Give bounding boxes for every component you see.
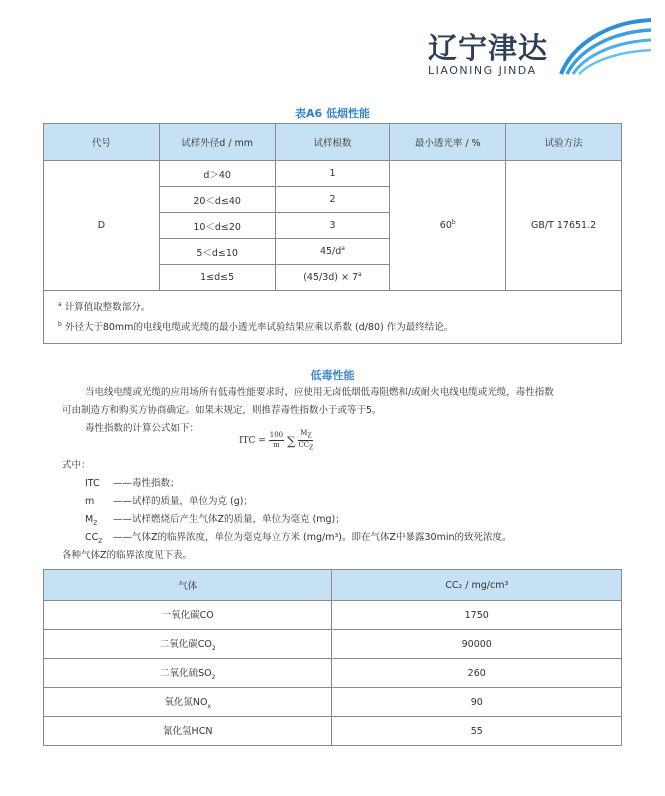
gas-table-intro: 各种气体Z的临界浓度见下表。: [62, 550, 193, 561]
count-cell: 3: [275, 213, 390, 239]
diameter-cell: 5＜d≤10: [159, 239, 275, 265]
formula-denominator: m: [273, 441, 280, 450]
count-value: (45/3d) × 7: [303, 272, 359, 284]
count-cell: 2: [275, 187, 390, 213]
gas-value-cell: 260: [332, 659, 622, 688]
gas-name-cell: 二氧化硫$SO_2$: [44, 659, 332, 688]
toxicity-title: 低毒性能: [310, 369, 355, 382]
definition-text: ——气体Z的临界浓度，单位为毫克每立方米 (mg/m³)。即在气体Z中暴露30min的致死浓度。: [113, 532, 512, 543]
gas-name-cell: 一氧化碳CO: [44, 601, 332, 630]
transmittance-note-mark: b: [451, 219, 456, 227]
logo-name-cn: 辽宁津达: [428, 31, 549, 65]
header-gas: 气体: [44, 570, 332, 601]
definition-symbol: ITC: [85, 478, 100, 489]
definition-item: [85, 511, 345, 527]
formula-numerator: 100: [269, 431, 284, 440]
gas-name-cell: 二氧化碳$CO_2$: [44, 630, 332, 659]
gas-value-cell: 90000: [332, 630, 622, 659]
definition-symbol: m: [85, 496, 95, 507]
definition-item: [85, 529, 512, 545]
note-a-text: 计算值取整数部分。: [64, 302, 151, 313]
logo-name-en: LIAONING JINDA: [428, 64, 537, 77]
table-a6-notes: [43, 289, 622, 344]
count-cell: 1: [275, 161, 390, 187]
count-note-mark: a: [341, 245, 345, 253]
header-test-method: 试验方法: [506, 124, 622, 161]
formula-frac-num: $M_Z$: [300, 429, 312, 440]
formula-coefficient: [269, 431, 284, 450]
definition-text: ——毒性指数；: [113, 478, 180, 489]
definition-item: [85, 475, 180, 489]
gas-value-cell: 1750: [332, 601, 622, 630]
formula-intro: 毒性指数的计算公式如下：: [85, 423, 200, 434]
header-min-transmittance: 最小透光率 / %: [390, 124, 506, 161]
formula-fraction: [298, 429, 313, 453]
company-logo: [425, 14, 655, 84]
formula-lhs: ITC =: [239, 435, 266, 446]
table-a6-title: 表A6 低烟性能: [295, 107, 370, 120]
count-cell: [275, 265, 390, 291]
note-b-mark: b: [58, 320, 62, 328]
gas-value-cell: 90: [332, 688, 622, 717]
gas-name-cell: 氧化氮$NO_x$: [44, 688, 332, 717]
header-critical-concentration: CC₂ / mg/cm³: [332, 570, 622, 601]
smoke-performance-table: [43, 123, 622, 291]
note-b-text: 外径大于80mm的电线电缆或光缆的最小透光率试验结果应乘以系数 (d/80) 作为最终结论。: [64, 322, 454, 333]
transmittance-value: 60: [439, 220, 452, 232]
logo-swoosh-icon: [553, 14, 653, 76]
header-code: 代号: [44, 124, 160, 161]
diameter-cell: 10＜d≤20: [159, 213, 275, 239]
definition-item: [85, 493, 253, 507]
note-a: [58, 299, 150, 313]
code-cell: D: [44, 161, 160, 291]
diameter-cell: 20＜d≤40: [159, 187, 275, 213]
count-note-mark: a: [358, 271, 362, 279]
header-diameter: 试样外径d / mm: [159, 124, 275, 161]
count-value: 45/d: [319, 246, 342, 258]
method-cell: GB/T 17651.2: [506, 161, 622, 291]
header-sample-count: 试样根数: [275, 124, 390, 161]
formula-frac-den: $CC_Z$: [298, 441, 314, 452]
gas-value-cell: 55: [332, 717, 622, 746]
where-label: 式中：: [62, 460, 91, 471]
definition-text: ——试样燃烧后产生气体Z的质量，单位为毫克 (mg)；: [113, 514, 345, 525]
toxicity-paragraph-line2: 可由制造方和购买方协商确定。如果未规定，则推荐毒性指数小于或等于5。: [62, 405, 382, 416]
transmittance-cell: [390, 161, 506, 291]
gas-critical-concentration-table: [43, 569, 622, 746]
definition-symbol: $M_Z$: [85, 514, 98, 527]
diameter-cell: d＞40: [159, 161, 275, 187]
note-b: [58, 319, 453, 333]
definition-symbol: $CC_Z$: [85, 532, 103, 545]
itc-formula: [239, 429, 313, 453]
definition-text: ——试样的质量，单位为克 (g)；: [113, 496, 253, 507]
note-a-mark: a: [58, 300, 62, 308]
toxicity-paragraph-line1: 当电线电缆或光缆的应用场所有低毒性能要求时，应使用无卤低烟低毒阻燃和/或耐火电线电缆或光缆，毒性指数: [85, 387, 554, 398]
sigma-symbol: ∑: [286, 433, 296, 448]
diameter-cell: 1≤d≤5: [159, 265, 275, 291]
gas-name-cell: 氰化氢HCN: [44, 717, 332, 746]
count-cell: [275, 239, 390, 265]
